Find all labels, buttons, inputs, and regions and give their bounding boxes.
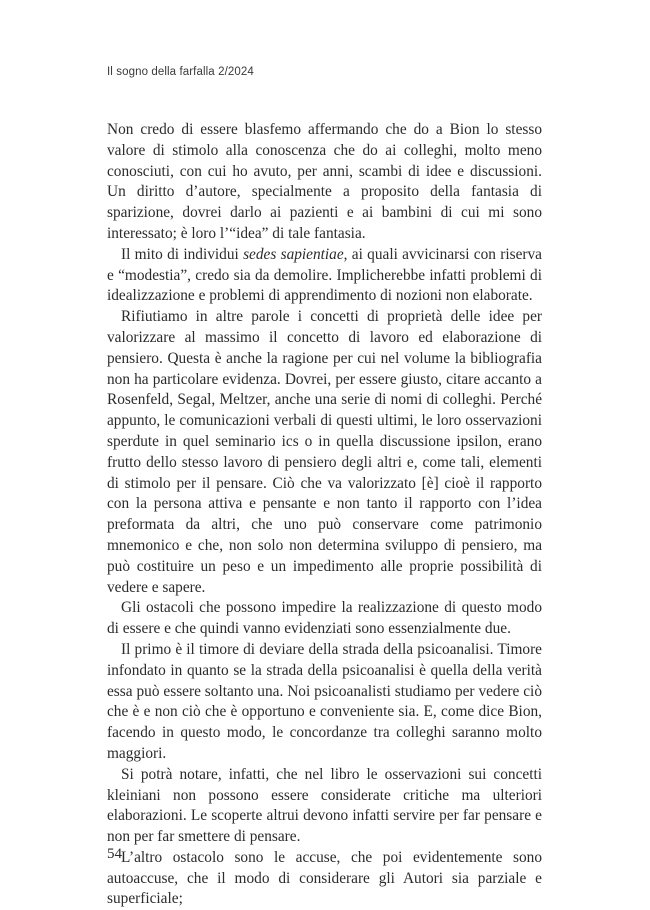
paragraph-text: Si potrà notare, infatti, che nel libro le osservazioni sui concetti kleiniani non possono essere considerate critiche ma ulteriori elaborazioni. Le scoperte altrui devono infatti servire per far pensare e non per far smettere di pensare. — [107, 765, 542, 846]
paragraph-2 — [107, 245, 542, 307]
paragraph-text: Il primo è il timore di deviare della strada della psicoanalisi. Timore infondato in quanto se la strada della psicoanalisi è quella della verità essa può essere soltanto una. Noi psicoanalisti studiamo per vedere ciò che è e non ciò che è opportuno e conveniente sia. E, come dice Bion, facendo in questo modo, le concordanze tra colleghi saranno molto maggiori. — [107, 640, 542, 762]
paragraph-text: L’altro ostacolo sono le accuse, che poi evidentemente sono autoaccuse, che il modo di considerare gli Autori sia parziale e superficiale; — [107, 848, 542, 908]
paragraph-7 — [107, 848, 542, 910]
paragraph-text: Gli ostacoli che possono impedire la realizzazione di questo modo di essere e che quindi vanno evidenziati sono essenzialmente due. — [107, 599, 542, 638]
paragraph-3 — [107, 307, 542, 598]
paragraph-6 — [107, 765, 542, 848]
body-text — [107, 120, 542, 910]
page-number: 54 — [107, 846, 122, 862]
running-head: Il sogno della farfalla 2/2024 — [107, 66, 254, 78]
paragraph-text: , ai quali avvicinarsi con riserva e “modestia”, credo sia da demolire. Implicherebbe infatti problemi di idealizzazione e problemi di apprendimento di nozioni non elaborate. — [107, 245, 542, 305]
paragraph-1 — [107, 120, 542, 245]
latin-phrase: sedes sapientiae — [243, 245, 344, 263]
paragraph-text: Rifiutiamo in altre parole i concetti di proprietà delle idee per valorizzare al massimo il concetto di lavoro ed elaborazione di pensiero. Questa è anche la ragione per cui nel volume la bibliografia non ha particolare evidenza. Dovrei, per essere giusto, citare accanto a Rosenfeld, Segal, Meltzer, anche una serie di nomi di colleghi. Perché appunto, le comunicazioni verbali di questi ultimi, le loro osservazioni sperdute in quel seminario ics o in quella discussione ipsilon, erano frutto dello stesso lavoro di pensiero degli altri e, come tali, elementi di stimolo per il pensare. Ciò che va valorizzato [è] cioè il rapporto con la persona attiva e pensante e non tanto il rapporto con l’idea preformata da altri, che uno può conservare come patrimonio mnemonico e che, non solo non determina sviluppo di pensiero, ma può costituire un peso e un impedimento alle proprie possibilità di vedere e sapere. — [107, 308, 542, 596]
paragraph-text: Il mito di individui — [121, 245, 244, 263]
paragraph-5 — [107, 640, 542, 765]
paragraph-text: Non credo di essere blasfemo affermando che do a Bion lo stesso valore di stimolo alla conoscenza che do ai colleghi, molto meno conosciuti, con cui ho avuto, per anni, scambi di idee e discussioni. Un diritto d’autore, specialmente a proposito della fantasia di sparizione, dovrei darlo ai pazienti e ai bambini di cui mi sono interessato; è loro l’“idea” di tale fantasia. — [107, 121, 542, 242]
paragraph-4 — [107, 598, 542, 640]
